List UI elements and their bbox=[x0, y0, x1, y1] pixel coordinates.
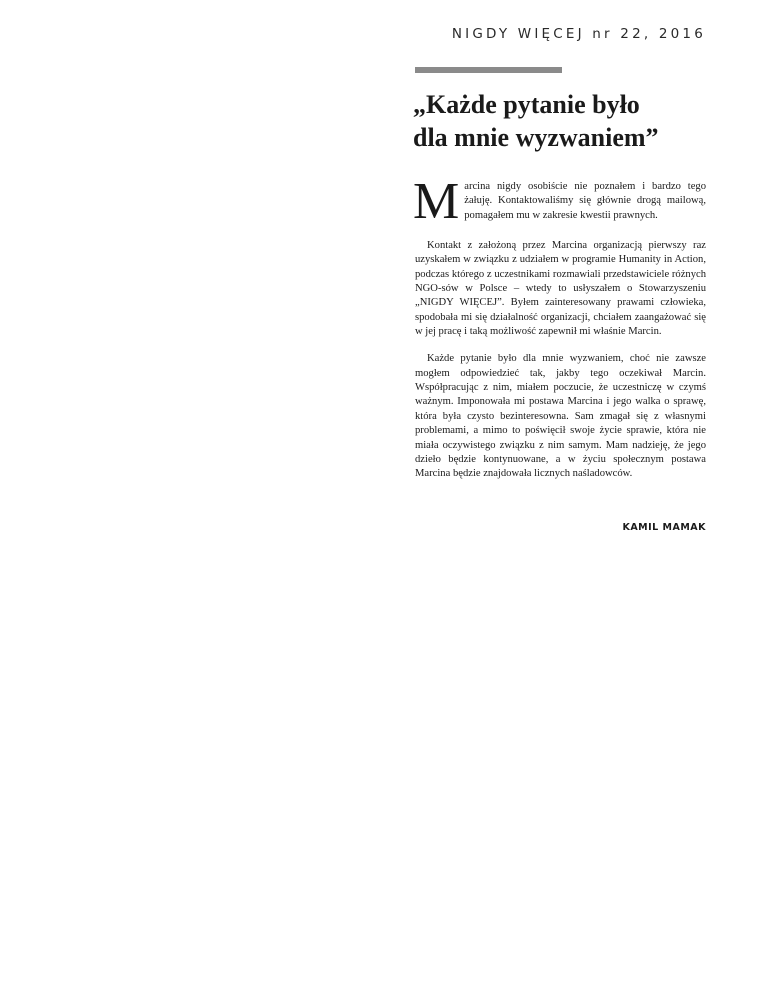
drop-cap: M bbox=[413, 173, 460, 230]
article-body bbox=[413, 173, 706, 495]
article-title-line-1: „Każde pytanie było bbox=[413, 90, 640, 119]
paragraph-3: Każde pytanie było dla mnie wyzwaniem, choć nie zawsze mogłem odpowiedzieć tak, jakby tego oczekiwał Marcin. Współpracując z nim, miałem poczucie, że uczestniczę w czymś ważnym. Imponowała mi postawa Marcina i jego walka o sprawę, która była czysto bezinteresowna. Sam zmagał się z własnymi problemami, a mimo to poświęcił swoje życie sprawie, która nie miała oczywistego związku z nim samym. Mam nadzieję, że jego dzieło będzie kontynuowane, a w życiu społecznym postawa Marcina będzie znajdowała licznych naśladowców. bbox=[415, 353, 706, 480]
paragraph-1-text: arcina nigdy osobiście nie poznałem i bardzo tego żałuję. Kontaktowaliśmy się głównie drogą mailową, pomagałem mu w zakresie kwestii prawnych. bbox=[464, 181, 706, 221]
paragraph-1 bbox=[413, 173, 706, 230]
paragraph-2: Kontakt z założoną przez Marcina organizacją pierwszy raz uzyskałem w związku z udziałem w programie Humanity in Action, podczas którego z uczestnikami rozmawiali przedstawiciele różnych NGO-sów w Polsce – wtedy to usłyszałem o Stowarzyszeniu „NIGDY WIĘCEJ”. Byłem zainteresowany prawami człowieka, spodobała mi się działalność organizacji, chciałem zaangażować się w jej pracę i taką możliwość zapewnił mi właśnie Marcin. bbox=[415, 240, 706, 338]
author-signature: KAMIL MAMAK bbox=[622, 522, 706, 533]
running-header: NIGDY WIĘCEJ nr 22, 2016 bbox=[451, 26, 706, 42]
title-accent-bar bbox=[415, 67, 562, 73]
article-title-line-2: dla mnie wyzwaniem” bbox=[413, 123, 659, 152]
article-title bbox=[413, 88, 713, 154]
